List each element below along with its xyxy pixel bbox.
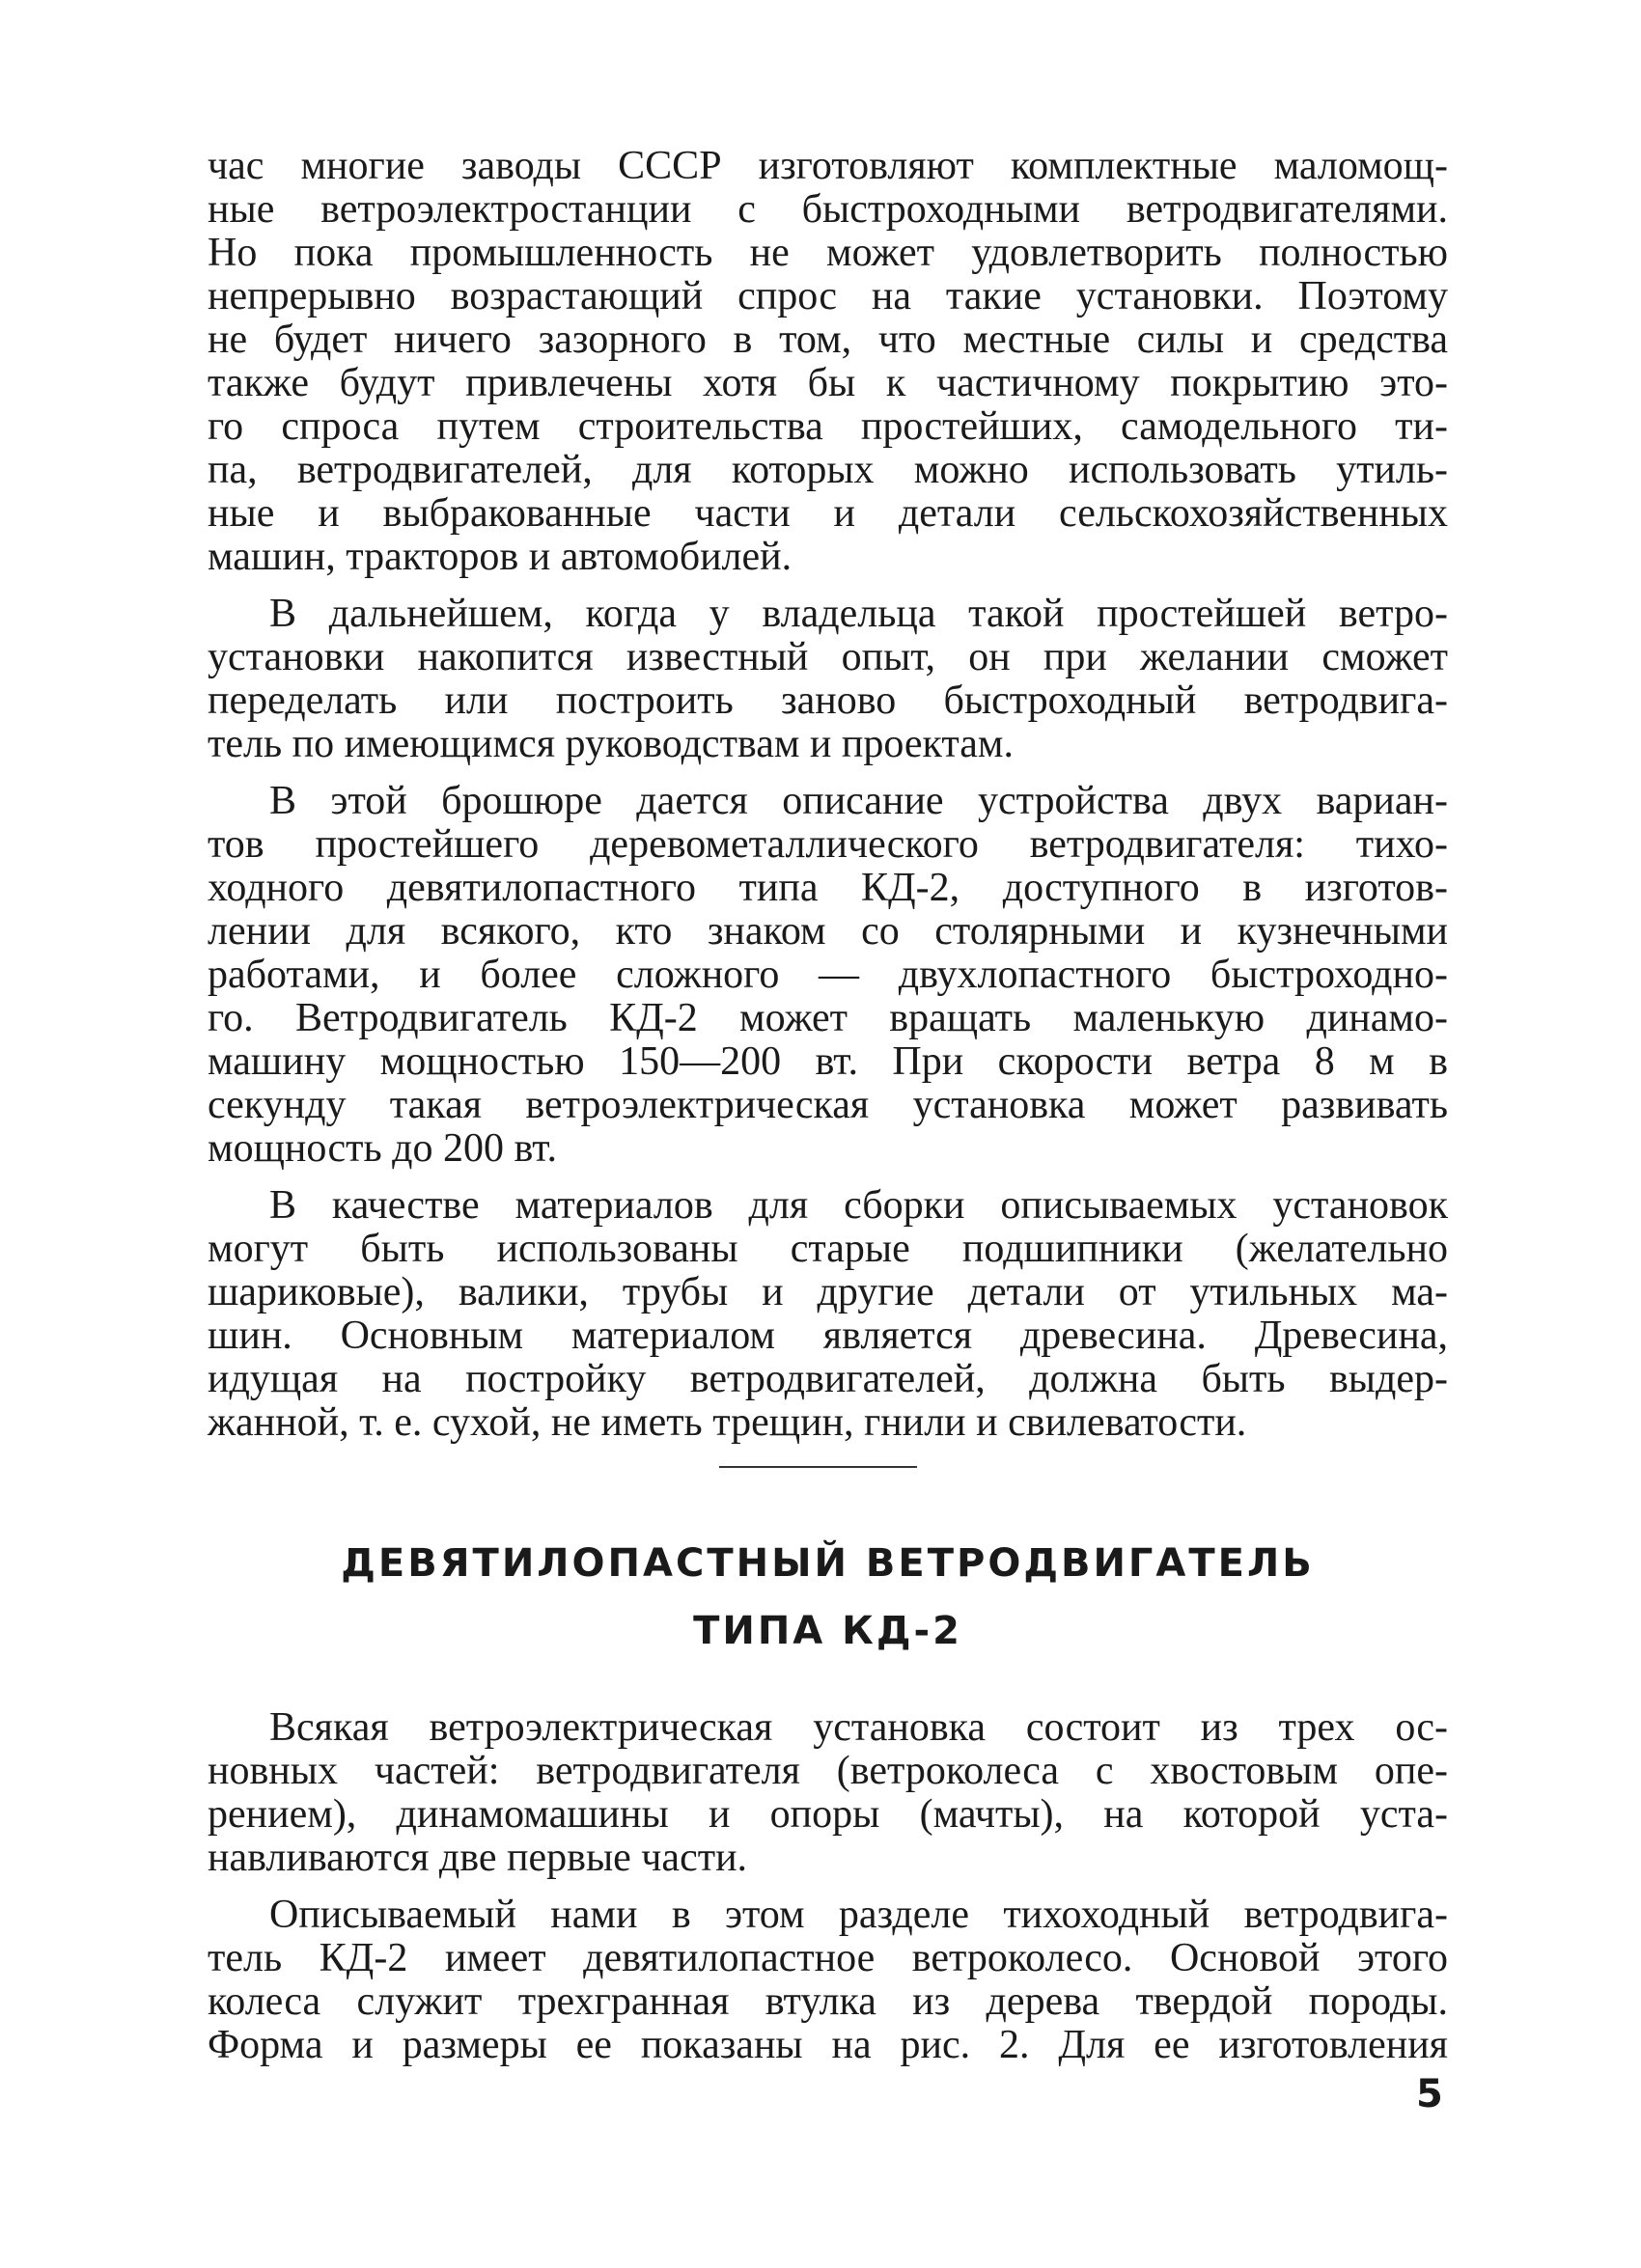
text-line: работами, и более сложного — двухлопастного быстроходно- (208, 953, 1448, 997)
text-line: жанной, т. е. сухой, не иметь трещин, гнили и свилеватости. (208, 1400, 1247, 1445)
text-line: Форма и размеры ее показаны на рис. 2. Для ее изготовления (208, 2023, 1448, 2067)
text-line: го. Ветродвигатель КД-2 может вращать маленькую динамо- (208, 996, 1448, 1040)
paragraph-components (208, 1706, 1448, 1880)
paragraph-materials (208, 1184, 1448, 1445)
page-number: 5 (1416, 2072, 1443, 2116)
text-line: Всякая ветроэлектрическая установка состоит из трех ос- (269, 1705, 1448, 1750)
section-divider (719, 1466, 917, 1468)
text-line: тель по имеющимся руководствам и проектам. (208, 722, 1014, 766)
text-line: тель КД-2 имеет девятилопастное ветроколесо. Основой этого (208, 1936, 1448, 1980)
text-line: новных частей: ветродвигателя (ветроколеса с хвостовым опе- (208, 1749, 1448, 1793)
paragraph-brochure (208, 780, 1448, 1171)
text-line: секунду такая ветроэлектрическая установка может развивать (208, 1083, 1448, 1127)
text-line: не будет ничего зазорного в том, что местные силы и средства (208, 318, 1448, 362)
section-heading-line1: ДЕВЯТИЛОПАСТНЫЙ ВЕТРОДВИГАТЕЛЬ (341, 1541, 1315, 1586)
text-line: шариковые), валики, трубы и другие детали от утильных ма- (208, 1270, 1448, 1314)
text-line: колеса служит трехгранная втулка из дерева твердой породы. (208, 1979, 1448, 2024)
text-line: могут быть использованы старые подшипники (желательно (208, 1227, 1448, 1271)
text-line: шин. Основным материалом является древесина. Древесина, (208, 1314, 1448, 1358)
text-line: рением), динамомашины и опоры (мачты), на которой уста- (208, 1792, 1448, 1837)
text-line: Описываемый нами в этом разделе тихоходный ветродвига- (269, 1893, 1448, 1937)
intro-paragraph (208, 145, 1448, 579)
text-line: ные и выбракованные части и детали сельскохозяйственных (208, 491, 1448, 536)
text-line: Но пока промышленность не может удовлетворить полностью (208, 231, 1448, 275)
paragraph-hub (208, 1894, 1448, 2067)
text-line: па, ветродвигателей, для которых можно использовать утиль- (208, 448, 1448, 492)
text-line: В дальнейшем, когда у владельца такой простейшей ветро- (269, 592, 1448, 636)
text-line: го спроса путем строительства простейших, самодельного ти- (208, 404, 1448, 449)
text-line: лении для всякого, кто знаком со столярными и кузнечными (208, 909, 1448, 954)
paragraph-experience (208, 593, 1448, 766)
text-line: В этой брошюре дается описание устройства двух вариан- (269, 779, 1448, 823)
text-line: установки накопится известный опыт, он при желании сможет (208, 635, 1448, 679)
page-body-bottom (208, 1706, 1448, 2067)
text-line: идущая на постройку ветродвигателей, должна быть выдер- (208, 1357, 1448, 1401)
text-line: переделать или построить заново быстроходный ветродвига- (208, 678, 1448, 723)
text-line: навливаются две первые части. (208, 1836, 748, 1880)
section-heading-line2: ТИПА КД-2 (693, 1609, 962, 1653)
text-line: В качестве материалов для сборки описываемых установок (269, 1183, 1448, 1228)
text-line: также будут привлечены хотя бы к частичному покрытию это- (208, 361, 1448, 405)
text-line: ные ветроэлектростанции с быстроходными ветродвигателями. (208, 187, 1448, 232)
text-line: мощность до 200 вт. (208, 1126, 557, 1171)
page-body-top (208, 145, 1448, 1445)
text-line: ходного девятилопастного типа КД-2, доступного в изготов- (208, 866, 1448, 910)
text-line: непрерывно возрастающий спрос на такие установки. Поэтому (208, 274, 1448, 318)
text-line: час многие заводы СССР изготовляют комплектные маломощ- (208, 144, 1448, 188)
text-line: машин, тракторов и автомобилей. (208, 535, 793, 579)
text-line: машину мощностью 150—200 вт. При скорости ветра 8 м в (208, 1039, 1448, 1084)
text-line: тов простейшего деревометаллического ветродвигателя: тихо- (208, 822, 1448, 867)
